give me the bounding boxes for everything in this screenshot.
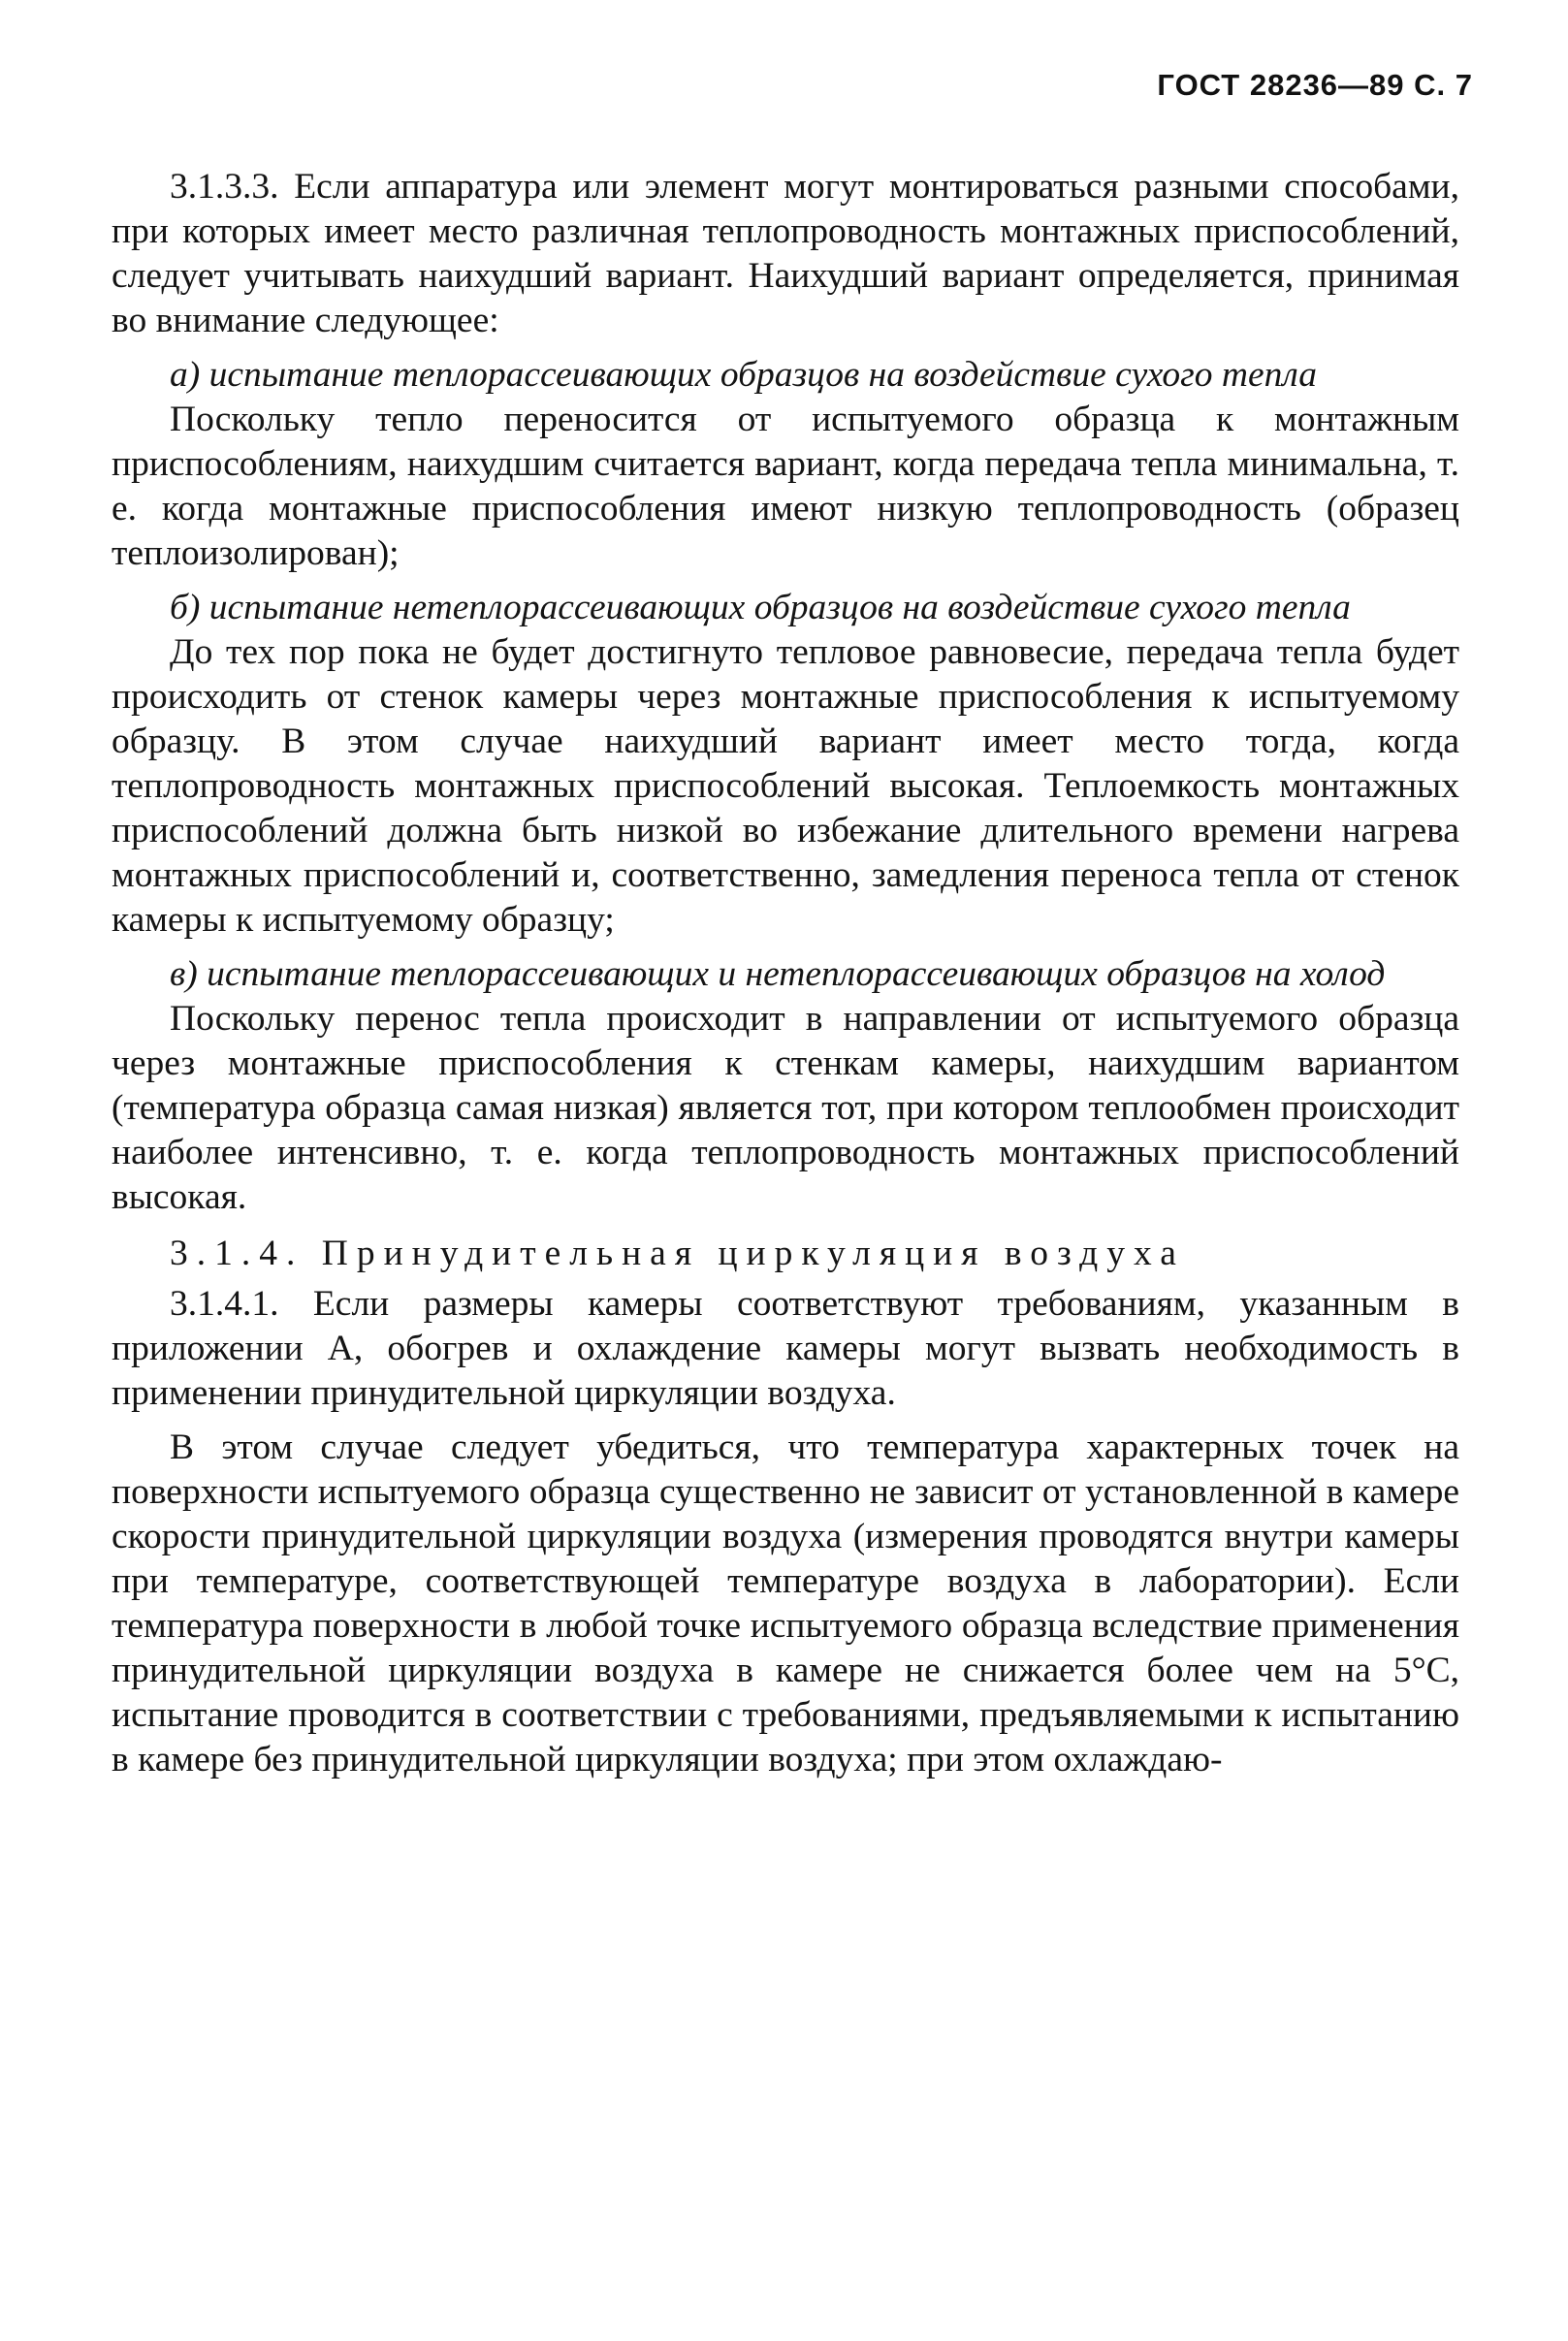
item-c-text: Поскольку перенос тепла происходит в направлении от испытуемого образца через монтажные приспособления к стенкам камеры, наихудшим вариантом (температура образца самая низкая) является тот, при котором теплообмен происходит наиболее интенсивно, т. е. когда теплопроводность монтажных приспособлений высокая. <box>112 999 1459 1217</box>
paragraph-3-1-4-1: 3.1.4.1. Если размеры камеры соответствуют требованиям, указанным в приложении А, обогрев и охлаждение камеры могут вызвать необходимость в применении принудительной циркуляции воздуха. <box>112 1284 1459 1413</box>
item-b-text: До тех пор пока не будет достигнуто тепловое равновесие, передача тепла будет происходить от стенок камеры через монтажные приспособления к испытуемому образцу. В этом случае наихудший вариант имеет место тогда, когда теплопроводность монтажных приспособлений высокая. Теплоемкость монтажных приспособлений должна быть низкой во избежание длительного времени нагрева монтажных приспособлений и, соответственно, замедления переноса тепла от стенок камеры к испытуемому образцу; <box>112 632 1459 940</box>
item-c-title: в) испытание теплорассеивающих и нетеплорассеивающих образцов на холод <box>170 954 1386 994</box>
item-a-title: а) испытание теплорассеивающих образцов на воздействие сухого тепла <box>170 355 1317 395</box>
running-header: ГОСТ 28236—89 С. 7 <box>1157 68 1473 102</box>
item-a-text: Поскольку тепло переносится от испытуемого образца к монтажным приспособлениям, наихудшим считается вариант, когда передача тепла минимальна, т. е. когда монтажные приспособления имеют низкую теплопроводность (образец теплоизолирован); <box>112 400 1459 573</box>
paragraph-3-1-4-1-continued: В этом случае следует убедиться, что температура характерных точек на поверхности испытуемого образца существенно не зависит от установленной в камере скорости принудительной циркуляции воздуха (измерения проводятся внутри камеры при температуре, соответствующей температуре воздуха в лаборатории). Если температура поверхности в любой точке испытуемого образца вследствие применения принудительной циркуляции воздуха в камере не снижается более чем на 5°С, испытание проводится в соответствии с требованиями, предъявляемыми к испытанию в камере без принудительной циркуляции воздуха; при этом охлаждаю- <box>112 1427 1459 1780</box>
paragraph-3-1-3-3: 3.1.3.3. Если аппаратура или элемент могут монтироваться разными способами, при которых имеет место различная теплопроводность монтажных приспособлений, следует учитывать наихудший вариант. Наихудший вариант определяется, принимая во внимание следующее: <box>112 167 1459 340</box>
body-text <box>112 165 1459 1782</box>
item-b-title: б) испытание нетеплорассеивающих образцов на воздействие сухого тепла <box>170 588 1351 627</box>
section-3-1-4-heading: 3.1.4. Принудительная циркуляция воздуха <box>170 1234 1185 1273</box>
